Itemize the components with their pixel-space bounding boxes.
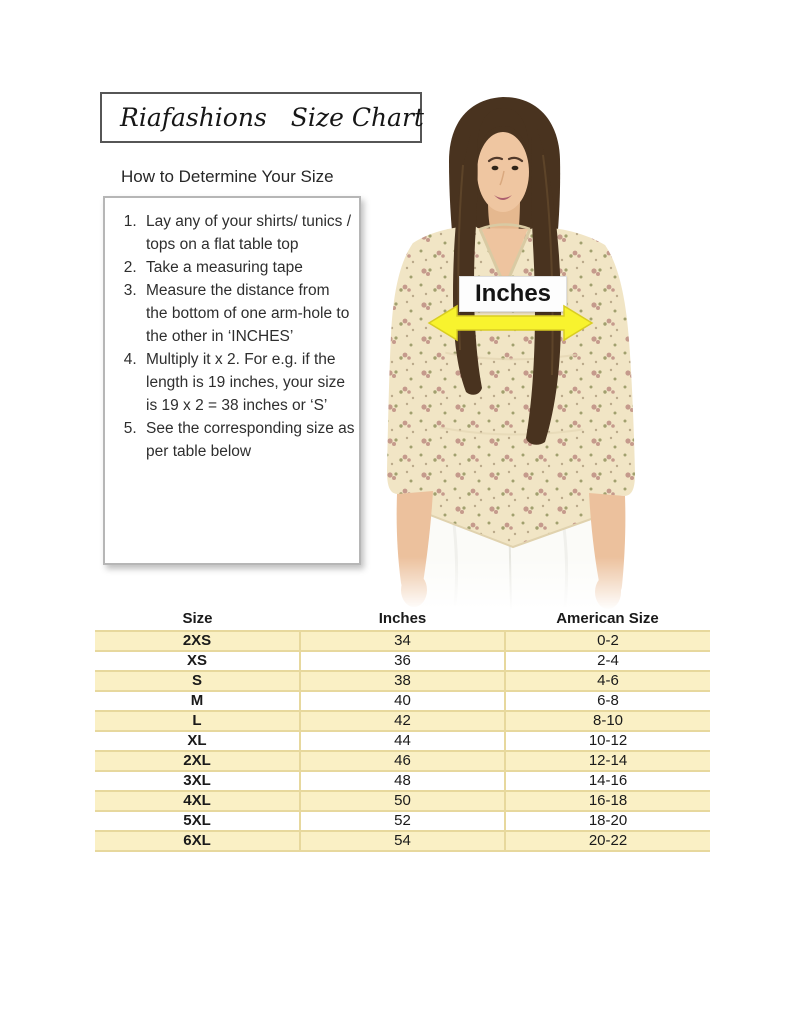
page-title: Size Chart (290, 103, 424, 132)
table-row (95, 651, 710, 671)
cell-size: S (95, 671, 300, 691)
instructions-box (103, 196, 361, 565)
size-table-header-row (95, 606, 710, 631)
cell-american: 2-4 (505, 651, 710, 671)
instruction-step-1 (141, 210, 355, 256)
table-row (95, 671, 710, 691)
cell-inches: 42 (300, 711, 505, 731)
table-row (95, 631, 710, 651)
cell-inches: 34 (300, 631, 505, 651)
cell-size: 4XL (95, 791, 300, 811)
cell-inches: 44 (300, 731, 505, 751)
cell-american: 12-14 (505, 751, 710, 771)
col-header-size: Size (182, 609, 213, 627)
brand-name: Riafashions (120, 103, 267, 132)
cell-size: 6XL (95, 831, 300, 851)
instruction-step-5 (141, 417, 355, 463)
size-table (95, 606, 710, 852)
cell-size: M (95, 691, 300, 711)
cell-size: L (95, 711, 300, 731)
cell-inches: 48 (300, 771, 505, 791)
cell-size: 3XL (95, 771, 300, 791)
instruction-step-3-text: Measure the distance from the bottom of one arm-hole to the other in ‘INCHES’ (146, 282, 350, 345)
cell-american: 0-2 (505, 631, 710, 651)
inches-overlay-label: Inches (459, 276, 567, 312)
model-photo (383, 95, 707, 610)
cell-american: 14-16 (505, 771, 710, 791)
title-box (100, 92, 422, 143)
cell-size: XS (95, 651, 300, 671)
instruction-step-4 (141, 348, 355, 417)
cell-american: 20-22 (505, 831, 710, 851)
model-illustration (383, 95, 707, 610)
cell-american: 16-18 (505, 791, 710, 811)
instruction-step-5-text: See the corresponding size as per table below (146, 420, 355, 460)
cell-size: 2XS (95, 631, 300, 651)
sleeve-left (387, 243, 446, 494)
cell-american: 8-10 (505, 711, 710, 731)
instruction-list (105, 210, 355, 463)
cell-american: 10-12 (505, 731, 710, 751)
cell-inches: 50 (300, 791, 505, 811)
col-header-american: American Size (556, 609, 659, 627)
table-row (95, 731, 710, 751)
table-row (95, 791, 710, 811)
cell-american: 18-20 (505, 811, 710, 831)
table-row (95, 691, 710, 711)
table-row (95, 811, 710, 831)
table-row (95, 711, 710, 731)
table-row (95, 771, 710, 791)
instruction-step-2 (141, 256, 355, 279)
cell-inches: 40 (300, 691, 505, 711)
table-row (95, 751, 710, 771)
table-row (95, 831, 710, 851)
instruction-step-1-text: Lay any of your shirts/ tunics / tops on a flat table top (146, 213, 352, 253)
cell-size: 2XL (95, 751, 300, 771)
measure-arrow-icon (427, 304, 594, 342)
instruction-step-2-text: Take a measuring tape (146, 259, 303, 276)
cell-american: 6-8 (505, 691, 710, 711)
cell-size: 5XL (95, 811, 300, 831)
cell-size: XL (95, 731, 300, 751)
cell-inches: 54 (300, 831, 505, 851)
cell-inches: 46 (300, 751, 505, 771)
howto-heading: How to Determine Your Size (121, 167, 334, 186)
col-header-inches: Inches (378, 609, 427, 627)
cell-inches: 38 (300, 671, 505, 691)
cell-american: 4-6 (505, 671, 710, 691)
cell-inches: 52 (300, 811, 505, 831)
cell-inches: 36 (300, 651, 505, 671)
sleeve-right (576, 245, 635, 496)
instruction-step-3 (141, 279, 355, 348)
instruction-step-4-text: Multiply it x 2. For e.g. if the length is 19 inches, your size is 19 x 2 = 38 inches or ‘S’ (146, 351, 346, 414)
